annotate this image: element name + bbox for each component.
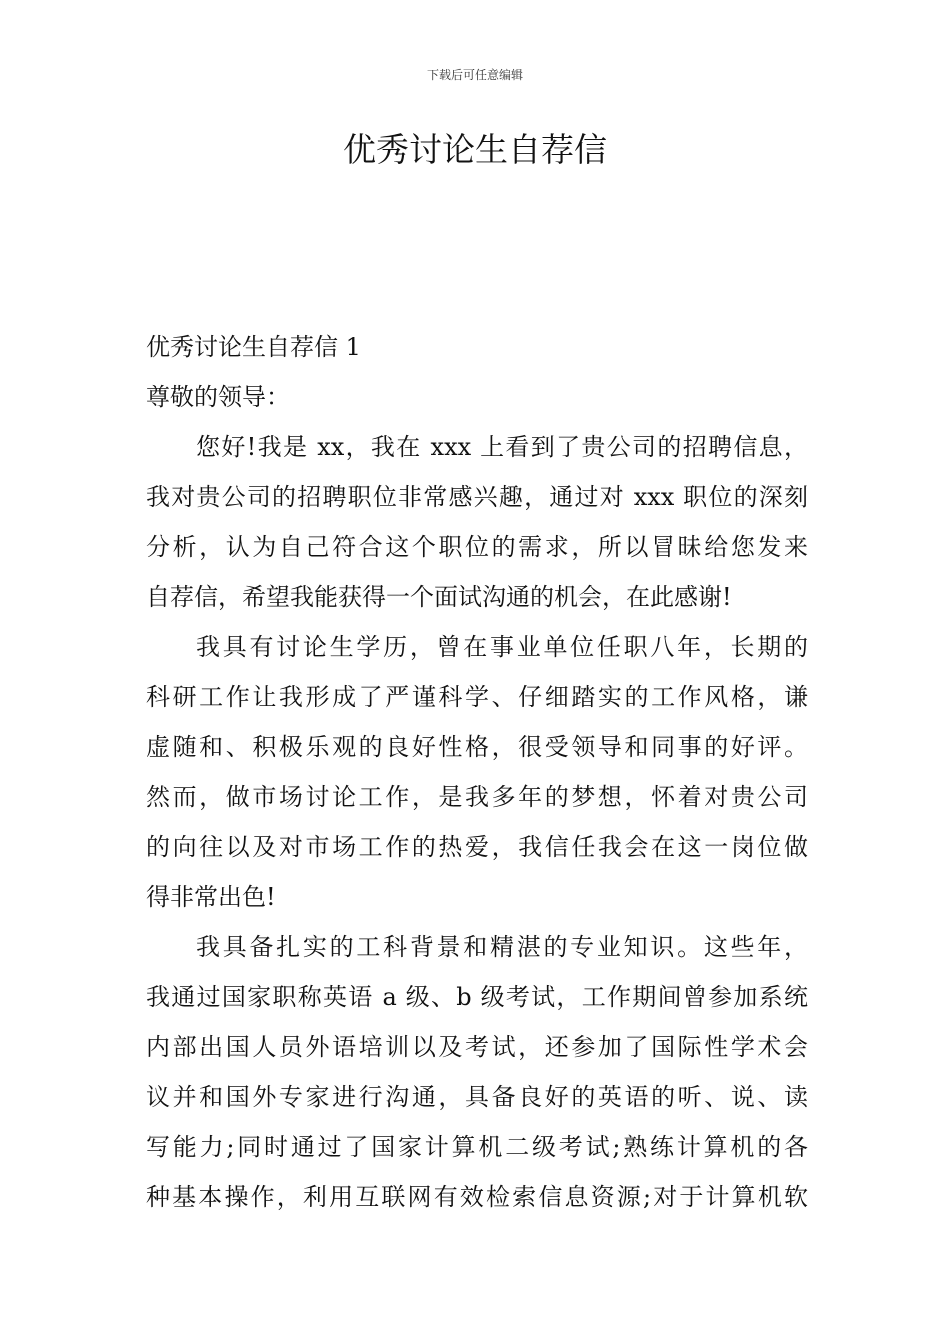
paragraph-3-line-5: 写能力;同时通过了国家计算机二级考试;熟练计算机的各 [146, 1133, 808, 1161]
paragraph-3-line-6: 种基本操作，利用互联网有效检索信息资源;对于计算机软 [146, 1183, 808, 1211]
paragraph-2-line-5: 的向往以及对市场工作的热爱，我信任我会在这一岗位做 [146, 833, 808, 861]
paragraph-1-line-2: 我对贵公司的招聘职位非常感兴趣，通过对 xxx 职位的深刻 [146, 483, 808, 511]
document-title: 优秀讨论生自荐信 [343, 130, 607, 169]
paragraph-3-line-4: 议并和国外专家进行沟通，具备良好的英语的听、说、读 [146, 1083, 808, 1111]
paragraph-3-line-2: 我通过国家职称英语 a 级、b 级考试，工作期间曾参加系统 [146, 983, 808, 1011]
paragraph-2-line-1: 我具有讨论生学历，曾在事业单位任职八年，长期的 [196, 633, 808, 661]
paragraph-1-line-4: 自荐信，希望我能获得一个面试沟通的机会，在此感谢! [146, 583, 732, 611]
letter-body [146, 322, 808, 1222]
paragraph-2-line-2: 科研工作让我形成了严谨科学、仔细踏实的工作风格，谦 [146, 683, 808, 711]
paragraph-3-line-1: 我具备扎实的工科背景和精湛的专业知识。这些年， [196, 933, 808, 961]
paragraph-2-line-6: 得非常出色! [146, 883, 276, 911]
paragraph-2-line-3: 虚随和、积极乐观的良好性格，很受领导和同事的好评。 [146, 733, 808, 761]
paragraph-1-line-1: 您好!我是 xx，我在 xxx 上看到了贵公司的招聘信息， [196, 433, 808, 461]
section-heading: 优秀讨论生自荐信 1 [146, 333, 361, 361]
header-note: 下载后可任意编辑 [426, 68, 523, 82]
salutation: 尊敬的领导： [146, 383, 290, 411]
paragraph-1-line-3: 分析，认为自己符合这个职位的需求，所以冒昧给您发来 [146, 533, 808, 561]
paragraph-2-line-4: 然而，做市场讨论工作，是我多年的梦想，怀着对贵公司 [146, 783, 808, 811]
paragraph-3-line-3: 内部出国人员外语培训以及考试，还参加了国际性学术会 [146, 1033, 808, 1061]
